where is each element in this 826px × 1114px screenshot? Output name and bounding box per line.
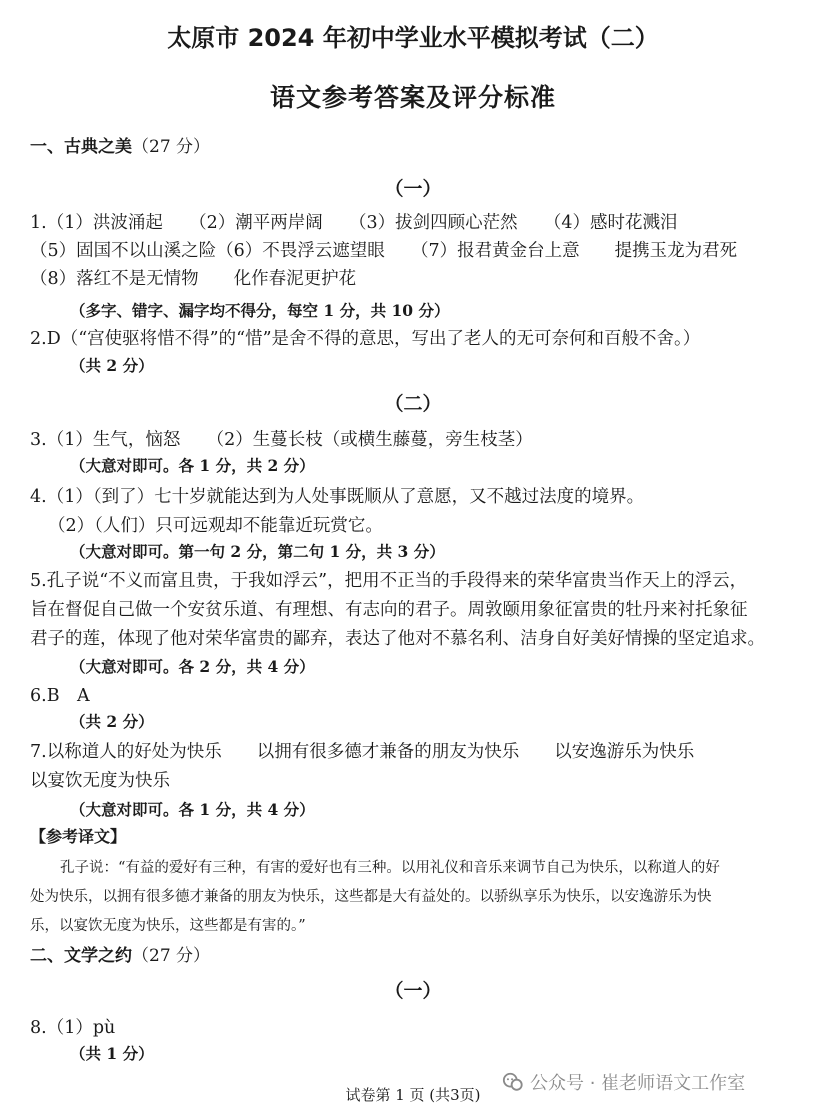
answer-line: 7.以称道人的好处为快乐 以拥有很多德才兼备的朋友为快乐 以安逸游乐为快乐 [30,742,695,762]
translation-line: 孔子说：“有益的爱好有三种，有害的爱好也有三种。以用礼仪和音乐来调节自己为快乐，以称道人的好 [60,860,720,876]
exam-title: 太原市 2024 年初中学业水平模拟考试（二） [167,24,659,52]
answer-line: 4.（1）（到了）七十岁就能达到为人处事既顺从了意愿，又不越过法度的境界。 [30,487,645,507]
section-score: （27 分） [132,137,211,157]
document-title: 语文参考答案及评分标准 [269,83,556,112]
section-title: 一、古典之美 [30,137,132,157]
section-heading-2 [30,941,210,966]
answer-line: 6.B A [30,686,90,706]
scoring-note: （共 1 分） [70,1044,154,1063]
answer-line: 8.（1）pù [30,1018,116,1038]
answer-line: 2.D（“宫使驱将惜不得”的“惜”是舍不得的意思，写出了老人的无可奈何和百般不舍。） [30,329,701,349]
answer-line: 1.（1）洪波涌起 （2）潮平两岸阔 （3）拔剑四顾心茫然 （4）感时花溅泪 [30,213,678,233]
scoring-note: （大意对即可。各 1 分，共 4 分） [70,800,315,819]
translation-line: 乐，以宴饮无度为快乐，这些都是有害的。” [30,918,306,934]
answer-line: 3.（1）生气，恼怒 （2）生蔓长枝（或横生藤蔓，旁生枝茎） [30,430,533,450]
watermark-text: 公众号 · 崔老师语文工作室 [530,1073,746,1094]
subsection-heading: （二） [384,393,442,415]
answer-line: 以宴饮无度为快乐 [30,771,170,791]
scoring-note: （多字、错字、漏字均不得分，每空 1 分，共 10 分） [70,301,450,320]
scoring-note: （大意对即可。各 2 分，共 4 分） [70,657,315,676]
scoring-note: （大意对即可。各 1 分，共 2 分） [70,456,315,475]
answer-line: 君子的莲，体现了他对荣华富贵的鄙弃，表达了他对不慕名利、洁身自好美好情操的坚定追求。 [30,629,765,649]
answer-line: （2）（人们）只可远观却不能靠近玩赏它。 [48,516,383,536]
section-score: （27 分） [132,946,211,966]
answer-line: 5.孔子说“不义而富且贵，于我如浮云”，把用不正当的手段得来的荣华富贵当作天上的浮云， [30,571,748,591]
reference-translation-heading: 【参考译文】 [30,827,127,846]
scoring-note: （大意对即可。第一句 2 分，第二句 1 分，共 3 分） [70,542,445,561]
translation-line: 处为快乐，以拥有很多德才兼备的朋友为快乐，这些都是大有益处的。以骄纵享乐为快乐，以安逸游乐为快 [30,889,712,905]
answer-line: 旨在督促自己做一个安贫乐道、有理想、有志向的君子。周敦颐用象征富贵的牡丹来衬托象征 [30,600,748,620]
section-heading-1 [30,132,210,157]
scoring-note: （共 2 分） [70,712,154,731]
answer-line: （5）固国不以山溪之险（6）不畏浮云遮望眼 （7）报君黄金台上意 提携玉龙为君死 [30,241,738,261]
page-footer: 试卷第 1 页 (共3页) [345,1086,481,1104]
wechat-icon [502,1071,524,1093]
scoring-note: （共 2 分） [70,356,154,375]
answer-line: （8）落红不是无情物 化作春泥更护花 [30,269,357,289]
subsection-heading: （一） [384,980,442,1002]
watermark [502,1069,745,1095]
section-title: 二、文学之约 [30,946,132,966]
subsection-heading: （一） [384,178,442,200]
